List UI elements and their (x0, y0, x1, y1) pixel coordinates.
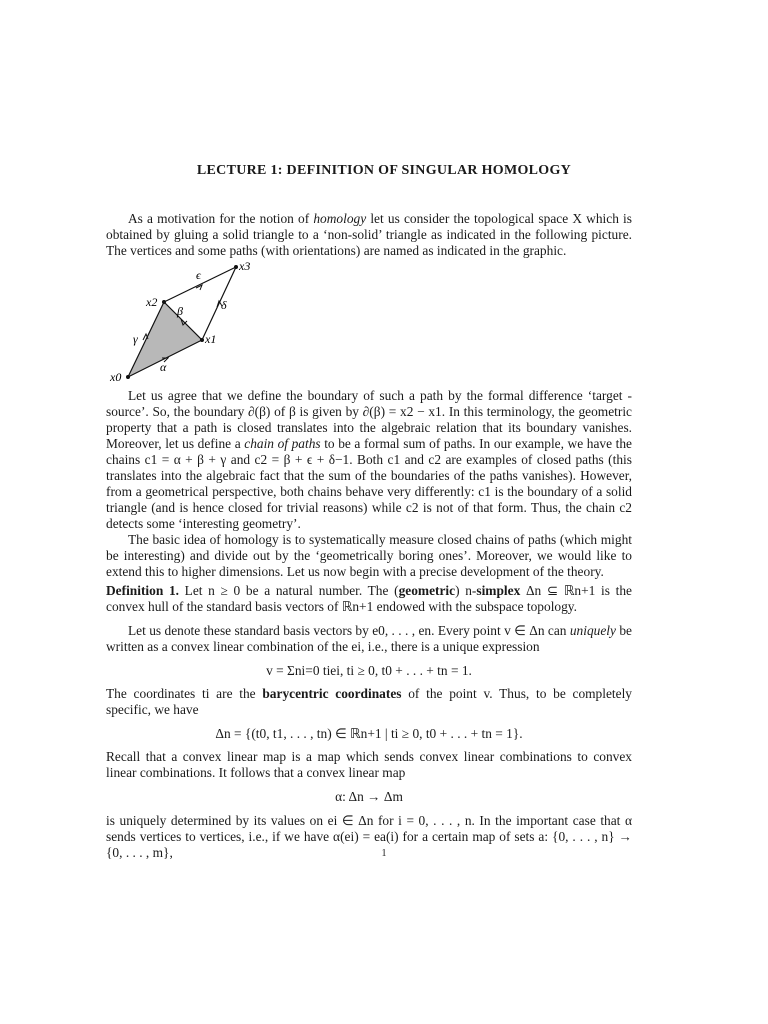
boundary-text-a: Let us agree that we define the boundary of such a path by the formal difference ‘target - source’. So, the boundary ∂(β) of β is given by ∂(β) = x2 − x1. In this terminology, the geometric property that a path is closed translates into the algebraic relation that its boundary vanishes. Moreover, let us define a (106, 388, 632, 451)
basis-paragraph (106, 623, 632, 655)
vertex-x2 (162, 300, 166, 304)
homology-term: homology (313, 211, 367, 226)
definition-text-c: Δn ⊆ ℝn+1 is the convex hull of the standard basis vectors of ℝn+1 endowed with the subspace topology. (106, 583, 632, 614)
barycentric-term: barycentric coordinates (262, 686, 402, 701)
label-beta: β (177, 304, 183, 318)
label-delta: δ (221, 298, 227, 312)
intro-paragraph (106, 211, 632, 259)
label-gamma: γ (133, 332, 138, 346)
geometric-term: geometric (398, 583, 456, 598)
path-delta (202, 267, 236, 340)
label-x1: x1 (205, 332, 217, 346)
vertices-paragraph: is uniquely determined by its values on ei ∈ Δn for i = 0, . . . , n. In the important case that α sends vertices to vertices, i.e., if we have α(ei) = ea(i) for a certain map of sets a: {0, . . . , n} → {0, . . . , m}, (106, 813, 632, 860)
basic-idea-paragraph: The basic idea of homology is to systematically measure closed chains of paths (which might be interesting) and divide out by the ‘geometrically boring ones’. Moreover, we would like to extend this to higher dimensions. Let us now begin with a precise development of the theory. (106, 532, 632, 579)
vertex-x1 (200, 338, 204, 342)
page-number: 1 (381, 848, 387, 859)
label-epsilon: ϵ (196, 268, 201, 282)
equation-convex-map: α: Δn → Δm (335, 789, 403, 804)
definition-text-a: Let n ≥ 0 be a natural number. The ( (179, 583, 399, 598)
basis-text-b: be written as a convex linear combination of the ei, i.e., there is a unique expression (106, 623, 632, 654)
boundary-paragraph (106, 388, 632, 580)
convex-map-paragraph: Recall that a convex linear map is a map which sends convex linear combinations to convex linear combinations. It follows that a convex linear map (106, 749, 632, 780)
boundary-text-b: to be a formal sum of paths. In our example, we have the chains c1 = α + β + γ and c2 = β + ϵ + δ−1. Both c1 and c2 are examples of closed paths (this translates into the algebraic fact that the sum of the boundaries of the paths vanishes). However, from a geometrical perspective, both chains behave very differently: c1 is the boundary of a solid triangle (and is hence closed for trivial reasons) while c2 is not of that form. Thus, the chain c2 detects some ‘interesting geometry’. (106, 436, 632, 531)
equation-convex-combination: v = Σni=0 tiei, ti ≥ 0, t0 + . . . + tn = 1. (266, 663, 472, 678)
chain-of-paths-term: chain of paths (244, 436, 321, 451)
uniquely-term: uniquely (569, 623, 616, 638)
vertex-x3 (234, 265, 238, 269)
definition-paragraph (106, 583, 632, 615)
gluing-figure (100, 255, 270, 390)
label-x3: x3 (239, 259, 251, 273)
basis-text-a: Let us denote these standard basis vectors by e0, . . . , en. Every point v ∈ Δn can (128, 623, 570, 638)
equation-simplex-set: Δn = {(t0, t1, . . . , tn) ∈ ℝn+1 | ti ≥ 0, t0 + . . . + tn = 1}. (215, 726, 523, 741)
coords-text-a: The coordinates ti are the (106, 686, 263, 701)
intro-text-a: As a motivation for the notion of (128, 211, 314, 226)
vertex-x0 (126, 375, 130, 379)
lecture-title: LECTURE 1: DEFINITION OF SINGULAR HOMOLOGY (196, 163, 572, 178)
definition-text-b: ) n- (455, 583, 477, 598)
simplex-term: simplex (476, 583, 521, 598)
coordinates-paragraph (106, 686, 632, 718)
intro-text-b: let us consider the topological space X which is obtained by gluing a solid triangle to a ‘non-solid’ triangle as indicated in the following picture. The vertices and some paths (with orientations) are named as indicated in the graphic. (106, 211, 632, 258)
label-x2: x2 (146, 295, 158, 309)
label-alpha: α (160, 360, 167, 374)
label-x0: x0 (110, 370, 122, 384)
definition-label: Definition 1. (106, 583, 179, 598)
coords-text-b: of the point v. Thus, to be completely specific, we have (106, 686, 632, 717)
